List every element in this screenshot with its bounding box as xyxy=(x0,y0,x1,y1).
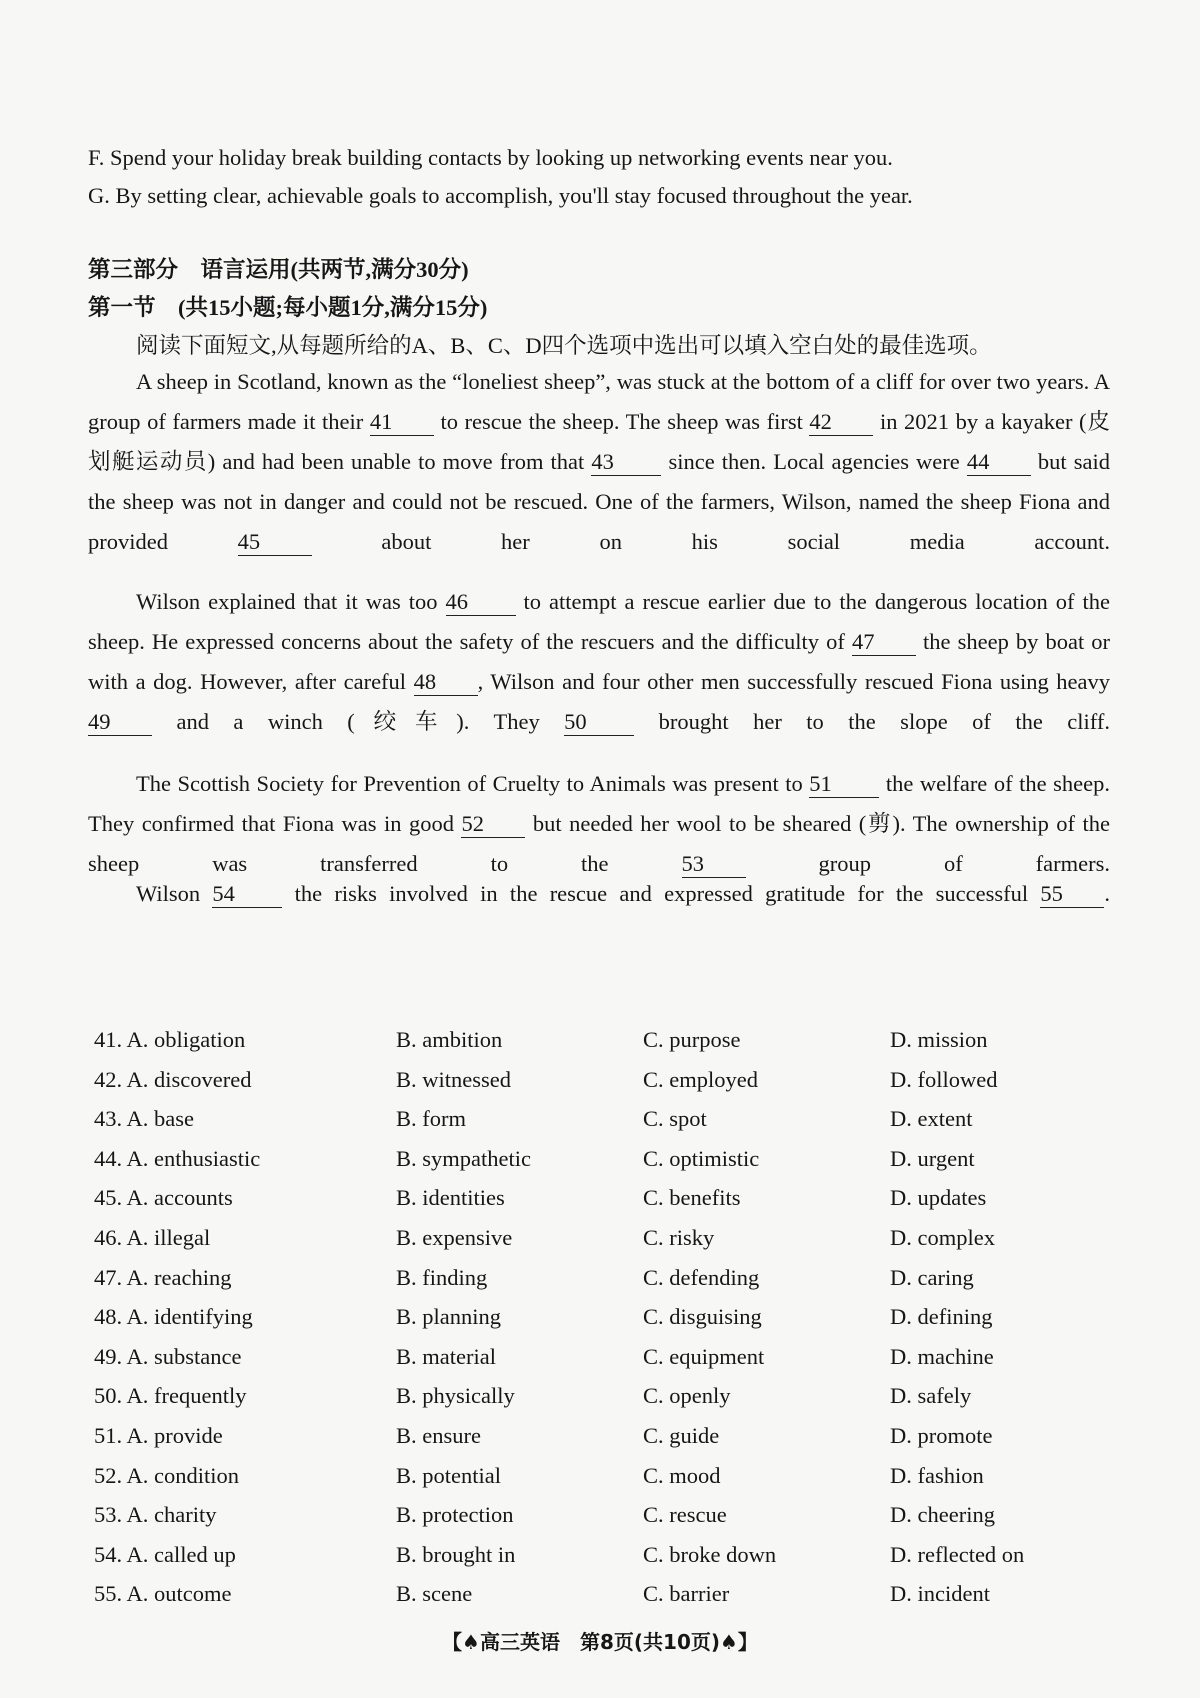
option-c xyxy=(643,1535,890,1575)
blank-47: 47 xyxy=(852,629,916,656)
question-number: 47. xyxy=(94,1264,123,1290)
question-row xyxy=(94,1535,1074,1575)
option-b-text: B. potential xyxy=(396,1462,501,1488)
question-number: 46. xyxy=(94,1224,123,1250)
option-d xyxy=(890,1574,1074,1614)
option-a xyxy=(94,1178,396,1218)
option-b-text: B. ensure xyxy=(396,1422,481,1448)
option-d xyxy=(890,1297,1074,1337)
passage-text: A sheep in Scotland, known as the “loneliest sheep”, was stuck at the bottom of a cliff for over two years. A group of farmers made it their xyxy=(88,369,1110,434)
option-a-text: A. condition xyxy=(126,1462,240,1488)
passage-text: The Scottish Society for Prevention of Cruelty to Animals was present to xyxy=(136,771,810,796)
question-row xyxy=(94,1574,1074,1614)
option-b-text: B. witnessed xyxy=(396,1066,511,1092)
option-a xyxy=(94,1258,396,1298)
passage-text: but needed her wool to be sheared (剪). The ownership of the sheep was transferred to the xyxy=(88,811,1110,876)
passage-text: and a winch (绞车). They xyxy=(152,709,565,734)
option-c-text: C. mood xyxy=(643,1462,721,1488)
option-g-line: G. By setting clear, achievable goals to accomplish, you'll stay focused throughout the year. xyxy=(88,183,913,208)
option-d-text: D. extent xyxy=(890,1106,973,1132)
question-number: 44. xyxy=(94,1145,123,1171)
question-row xyxy=(94,1099,1074,1139)
passage-text: , Wilson and four other men successfully rescued Fiona using heavy xyxy=(477,669,1110,694)
option-a xyxy=(94,1099,396,1139)
option-a xyxy=(94,1574,396,1614)
blank-54: 54 xyxy=(212,881,282,908)
passage-paragraph-2 xyxy=(88,582,1110,742)
option-c xyxy=(643,1060,890,1100)
option-a xyxy=(94,1020,396,1060)
option-b xyxy=(396,1297,643,1337)
option-b-text: B. finding xyxy=(396,1264,488,1290)
option-a xyxy=(94,1139,396,1179)
option-c xyxy=(643,1416,890,1456)
option-d xyxy=(890,1218,1074,1258)
option-d xyxy=(890,1020,1074,1060)
option-d-text: D. caring xyxy=(890,1264,974,1290)
option-b-text: B. scene xyxy=(396,1581,473,1607)
option-c-text: C. purpose xyxy=(643,1027,741,1052)
option-d xyxy=(890,1495,1074,1535)
option-c-text: C. openly xyxy=(643,1383,731,1409)
option-d-text: D. promote xyxy=(890,1422,993,1448)
question-row xyxy=(94,1337,1074,1377)
passage-paragraph-3 xyxy=(88,764,1110,884)
option-d-text: D. updates xyxy=(890,1185,987,1211)
option-d-text: D. machine xyxy=(890,1343,994,1369)
blank-43: 43 xyxy=(591,449,661,476)
option-c-text: C. guide xyxy=(643,1422,720,1448)
option-a-text: A. identifying xyxy=(126,1304,253,1330)
question-row xyxy=(94,1495,1074,1535)
option-a-text: A. illegal xyxy=(126,1224,211,1250)
question-number: 49. xyxy=(94,1343,123,1369)
option-c-text: C. barrier xyxy=(643,1581,730,1607)
option-a xyxy=(94,1456,396,1496)
option-c xyxy=(643,1495,890,1535)
option-d xyxy=(890,1535,1074,1575)
option-d-text: D. defining xyxy=(890,1304,993,1330)
option-c xyxy=(643,1574,890,1614)
passage-text: to rescue the sheep. The sheep was first xyxy=(433,409,810,434)
option-c-text: C. benefits xyxy=(643,1185,741,1211)
question-number: 54. xyxy=(94,1541,123,1567)
option-c xyxy=(643,1020,890,1060)
option-a-text: A. frequently xyxy=(126,1383,247,1409)
passage-text: the sheep by boat or with a dog. However, after careful xyxy=(88,629,1111,694)
passage-text: the risks involved in the rescue and expressed gratitude for the successful xyxy=(282,881,1041,906)
option-c xyxy=(643,1218,890,1258)
option-c xyxy=(643,1178,890,1218)
option-a-text: A. charity xyxy=(126,1502,217,1528)
option-b xyxy=(396,1495,643,1535)
option-a xyxy=(94,1218,396,1258)
option-c-text: C. defending xyxy=(643,1264,760,1290)
question-number: 42. xyxy=(94,1066,123,1092)
option-b xyxy=(396,1337,643,1377)
option-b-text: B. protection xyxy=(396,1502,514,1528)
question-row xyxy=(94,1297,1074,1337)
blank-44: 44 xyxy=(967,449,1031,476)
option-d-text: D. followed xyxy=(890,1066,998,1092)
option-a-text: A. called up xyxy=(126,1541,236,1567)
option-a xyxy=(94,1337,396,1377)
page-footer: 【♠高三英语 第8页(共10页)♠】 xyxy=(442,1630,758,1654)
option-d-text: D. reflected on xyxy=(890,1541,1025,1567)
question-row xyxy=(94,1456,1074,1496)
option-a-text: A. outcome xyxy=(126,1581,232,1607)
option-b xyxy=(396,1099,643,1139)
question-row xyxy=(94,1020,1074,1060)
option-c xyxy=(643,1258,890,1298)
option-b-text: B. sympathetic xyxy=(396,1145,531,1171)
option-f-line: F. Spend your holiday break building contacts by looking up networking events near you. xyxy=(88,145,893,170)
option-b xyxy=(396,1139,643,1179)
question-number: 55. xyxy=(94,1581,123,1607)
option-a xyxy=(94,1297,396,1337)
passage-text: but said the sheep was not in danger and could not be rescued. One of the farmers, Wilson, named the sheep Fiona and provided xyxy=(88,449,1110,554)
option-d-text: D. incident xyxy=(890,1581,990,1607)
option-b xyxy=(396,1416,643,1456)
option-b-text: B. physically xyxy=(396,1383,515,1409)
instruction: 阅读下面短文,从每题所给的A、B、C、D四个选项中选出可以填入空白处的最佳选项。 xyxy=(136,333,992,358)
option-c xyxy=(643,1337,890,1377)
option-a xyxy=(94,1416,396,1456)
question-number: 53. xyxy=(94,1502,123,1528)
option-a-text: A. obligation xyxy=(126,1027,246,1052)
blank-51: 51 xyxy=(809,771,879,798)
option-a-text: A. base xyxy=(126,1106,194,1132)
question-row xyxy=(94,1139,1074,1179)
passage-text: brought her to the slope of the cliff. xyxy=(634,709,1110,734)
option-b xyxy=(396,1574,643,1614)
option-c-text: C. optimistic xyxy=(643,1145,760,1171)
option-d-text: D. cheering xyxy=(890,1502,995,1528)
option-a xyxy=(94,1376,396,1416)
option-a xyxy=(94,1535,396,1575)
option-b xyxy=(396,1535,643,1575)
option-b-text: B. planning xyxy=(396,1304,501,1330)
option-c-text: C. broke down xyxy=(643,1541,777,1567)
option-b xyxy=(396,1376,643,1416)
blank-48: 48 xyxy=(414,669,478,696)
option-b xyxy=(396,1218,643,1258)
passage-text: in 2021 by a kayaker (皮划艇运动员) and had been unable to move from that xyxy=(88,409,1111,474)
option-a-text: A. enthusiastic xyxy=(126,1145,261,1171)
option-b-text: B. material xyxy=(396,1343,496,1369)
question-number: 45. xyxy=(94,1185,123,1211)
option-d-text: D. safely xyxy=(890,1383,972,1409)
blank-49: 49 xyxy=(88,709,152,736)
option-b xyxy=(396,1258,643,1298)
option-c-text: C. rescue xyxy=(643,1502,727,1528)
option-b xyxy=(396,1456,643,1496)
option-a xyxy=(94,1060,396,1100)
passage-text: . xyxy=(1104,881,1110,906)
option-a-text: A. substance xyxy=(126,1343,242,1369)
option-b-text: B. identities xyxy=(396,1185,505,1211)
option-b-text: B. form xyxy=(396,1106,466,1132)
option-d xyxy=(890,1416,1074,1456)
option-c xyxy=(643,1099,890,1139)
option-d xyxy=(890,1337,1074,1377)
passage-text: to attempt a rescue earlier due to the dangerous location of the sheep. He expressed concerns about the safety of the rescuers and the difficulty of xyxy=(88,589,1110,654)
question-row xyxy=(94,1258,1074,1298)
passage-text: group of farmers. xyxy=(745,851,1110,876)
section1-heading: 第一节 (共15小题;每小题1分,满分15分) xyxy=(88,295,488,320)
question-row xyxy=(94,1178,1074,1218)
option-c-text: C. spot xyxy=(643,1106,707,1132)
passage-text: Wilson explained that it was too xyxy=(136,589,446,614)
option-d xyxy=(890,1456,1074,1496)
part3-heading: 第三部分 语言运用(共两节,满分30分) xyxy=(88,257,469,282)
passage-paragraph-4 xyxy=(88,874,1110,914)
passage-text: the welfare of the sheep. They confirmed that Fiona was in good xyxy=(88,771,1110,836)
option-d xyxy=(890,1139,1074,1179)
option-a-text: A. accounts xyxy=(126,1185,233,1211)
question-row xyxy=(94,1060,1074,1100)
option-c xyxy=(643,1456,890,1496)
option-a-text: A. discovered xyxy=(126,1066,252,1092)
option-b-text: B. ambition xyxy=(396,1027,503,1052)
blank-55: 55 xyxy=(1040,881,1104,908)
blank-50: 50 xyxy=(564,709,634,736)
option-c xyxy=(643,1139,890,1179)
option-a xyxy=(94,1495,396,1535)
option-d-text: D. urgent xyxy=(890,1145,975,1171)
passage-text: since then. Local agencies were xyxy=(661,449,967,474)
option-d xyxy=(890,1258,1074,1298)
option-d-text: D. mission xyxy=(890,1027,988,1052)
passage-text: Wilson xyxy=(136,881,213,906)
option-b-text: B. brought in xyxy=(396,1541,516,1567)
question-row xyxy=(94,1376,1074,1416)
option-d xyxy=(890,1060,1074,1100)
blank-45: 45 xyxy=(238,529,312,556)
option-a-text: A. reaching xyxy=(126,1264,232,1290)
option-c-text: C. risky xyxy=(643,1224,715,1250)
question-row xyxy=(94,1218,1074,1258)
question-number: 48. xyxy=(94,1304,123,1330)
option-b-text: B. expensive xyxy=(396,1224,513,1250)
option-a-text: A. provide xyxy=(126,1422,223,1448)
option-c-text: C. equipment xyxy=(643,1343,765,1369)
option-d xyxy=(890,1099,1074,1139)
option-c-text: C. employed xyxy=(643,1066,758,1092)
blank-46: 46 xyxy=(446,589,516,616)
question-number: 51. xyxy=(94,1422,123,1448)
options-list xyxy=(94,1020,1074,1614)
question-number: 52. xyxy=(94,1462,123,1488)
blank-53: 53 xyxy=(682,851,746,878)
option-b xyxy=(396,1060,643,1100)
option-b xyxy=(396,1020,643,1060)
blank-41: 41 xyxy=(370,409,434,436)
question-number: 43. xyxy=(94,1106,123,1132)
option-d-text: D. complex xyxy=(890,1224,995,1250)
option-c xyxy=(643,1376,890,1416)
passage-paragraph-1 xyxy=(88,362,1110,562)
option-c xyxy=(643,1297,890,1337)
option-c-text: C. disguising xyxy=(643,1304,762,1330)
passage-text: about her on his social media account. xyxy=(311,529,1110,554)
question-number: 50. xyxy=(94,1383,123,1409)
option-d-text: D. fashion xyxy=(890,1462,984,1488)
option-d xyxy=(890,1376,1074,1416)
blank-52: 52 xyxy=(461,811,525,838)
option-b xyxy=(396,1178,643,1218)
question-number: 41. xyxy=(94,1027,123,1052)
question-row xyxy=(94,1416,1074,1456)
blank-42: 42 xyxy=(809,409,873,436)
option-d xyxy=(890,1178,1074,1218)
